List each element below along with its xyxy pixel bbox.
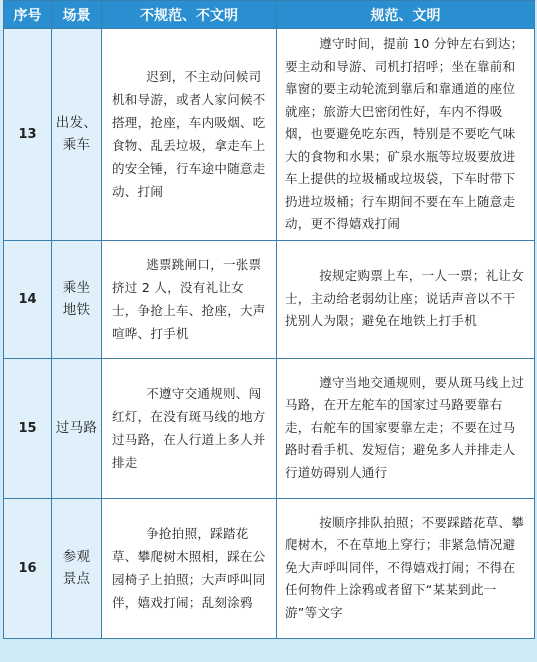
scene-text: 过马路 [55, 420, 98, 436]
row-scene [52, 498, 102, 638]
table-row [4, 240, 535, 358]
row-number: 14 [4, 240, 52, 358]
header-row [4, 1, 535, 29]
table-row [4, 498, 535, 638]
proper-behavior-text: 遵守时间，提前 10 分钟左右到达；要主动和导游、司机打招呼；坐在靠前和靠窗的要主动轮流到靠后和靠通道的座位就座；旅游大巴密闭性好，车内不得吸烟，也要避免吃东西，特别是不要吃气味大的食物和水果；矿泉水瓶等垃圾要放进车上提供的垃圾桶或垃圾袋，下车时带下扔进垃圾桶；行车期间不要在车上随意走动，更不得嬉戏打闹 [285, 36, 524, 231]
row-scene [52, 240, 102, 358]
row-scene [52, 29, 102, 241]
improper-behavior-cell [102, 240, 277, 358]
proper-behavior-cell [277, 240, 535, 358]
scene-text: 出发、 乘车 [55, 115, 98, 154]
proper-behavior-text: 按顺序排队拍照；不要踩踏花草、攀爬树木，不在草地上穿行；非紧急情况避免大声呼叫同伴，不得嬉戏打闹；不得在任何物件上涂鸦或者留下“某某到此一游”等文字 [285, 514, 524, 620]
scene-text: 参观 景点 [62, 549, 91, 587]
proper-behavior-cell [277, 498, 535, 638]
improper-behavior-cell [102, 358, 277, 498]
proper-behavior-cell [277, 29, 535, 241]
improper-behavior-text: 不遵守交通规则、闯红灯，在没有斑马线的地方过马路，在人行道上多人并排走 [112, 386, 266, 470]
table-row [4, 29, 535, 241]
improper-behavior-text: 争抢拍照，踩踏花草、攀爬树木照相，踩在公园椅子上拍照；大声呼叫同伴，嬉戏打闹；乱刻涂鸦 [112, 526, 266, 610]
scene-text: 乘坐 地铁 [62, 280, 91, 318]
improper-behavior-cell [102, 29, 277, 241]
row-number: 15 [4, 358, 52, 498]
header-proper-behavior: 规范、文明 [277, 1, 535, 29]
table-row [4, 358, 535, 498]
improper-behavior-text: 逃票跳闸口，一张票挤过 2 人，没有礼让女士，争抢上车、抢座，大声喧哗、打手机 [112, 257, 266, 341]
improper-behavior-text: 迟到，不主动问候司机和导游，或者人家问候不搭理，抢座，车内吸烟、吃食物、乱丢垃圾，拿走车上的安全锤，行车途中随意走动、打闹 [112, 69, 266, 200]
row-scene [52, 358, 102, 498]
proper-behavior-cell [277, 358, 535, 498]
proper-behavior-text: 按规定购票上车，一人一票；礼让女士，主动给老弱幼让座；说话声音以不干扰别人为限；避免在地铁上打手机 [285, 268, 524, 329]
row-number: 13 [4, 29, 52, 241]
etiquette-table-page [3, 0, 534, 660]
header-number: 序号 [4, 1, 52, 29]
improper-behavior-cell [102, 498, 277, 638]
etiquette-table [3, 0, 535, 639]
proper-behavior-text: 遵守当地交通规则，要从斑马线上过马路，在开左舵车的国家过马路要靠右走，右舵车的国家要靠左走；不要在过马路时看手机、发短信；避免多人并排走人行道妨碍别人通行 [285, 374, 524, 480]
header-scene: 场景 [52, 1, 102, 29]
header-improper-behavior: 不规范、不文明 [102, 1, 277, 29]
row-number: 16 [4, 498, 52, 638]
